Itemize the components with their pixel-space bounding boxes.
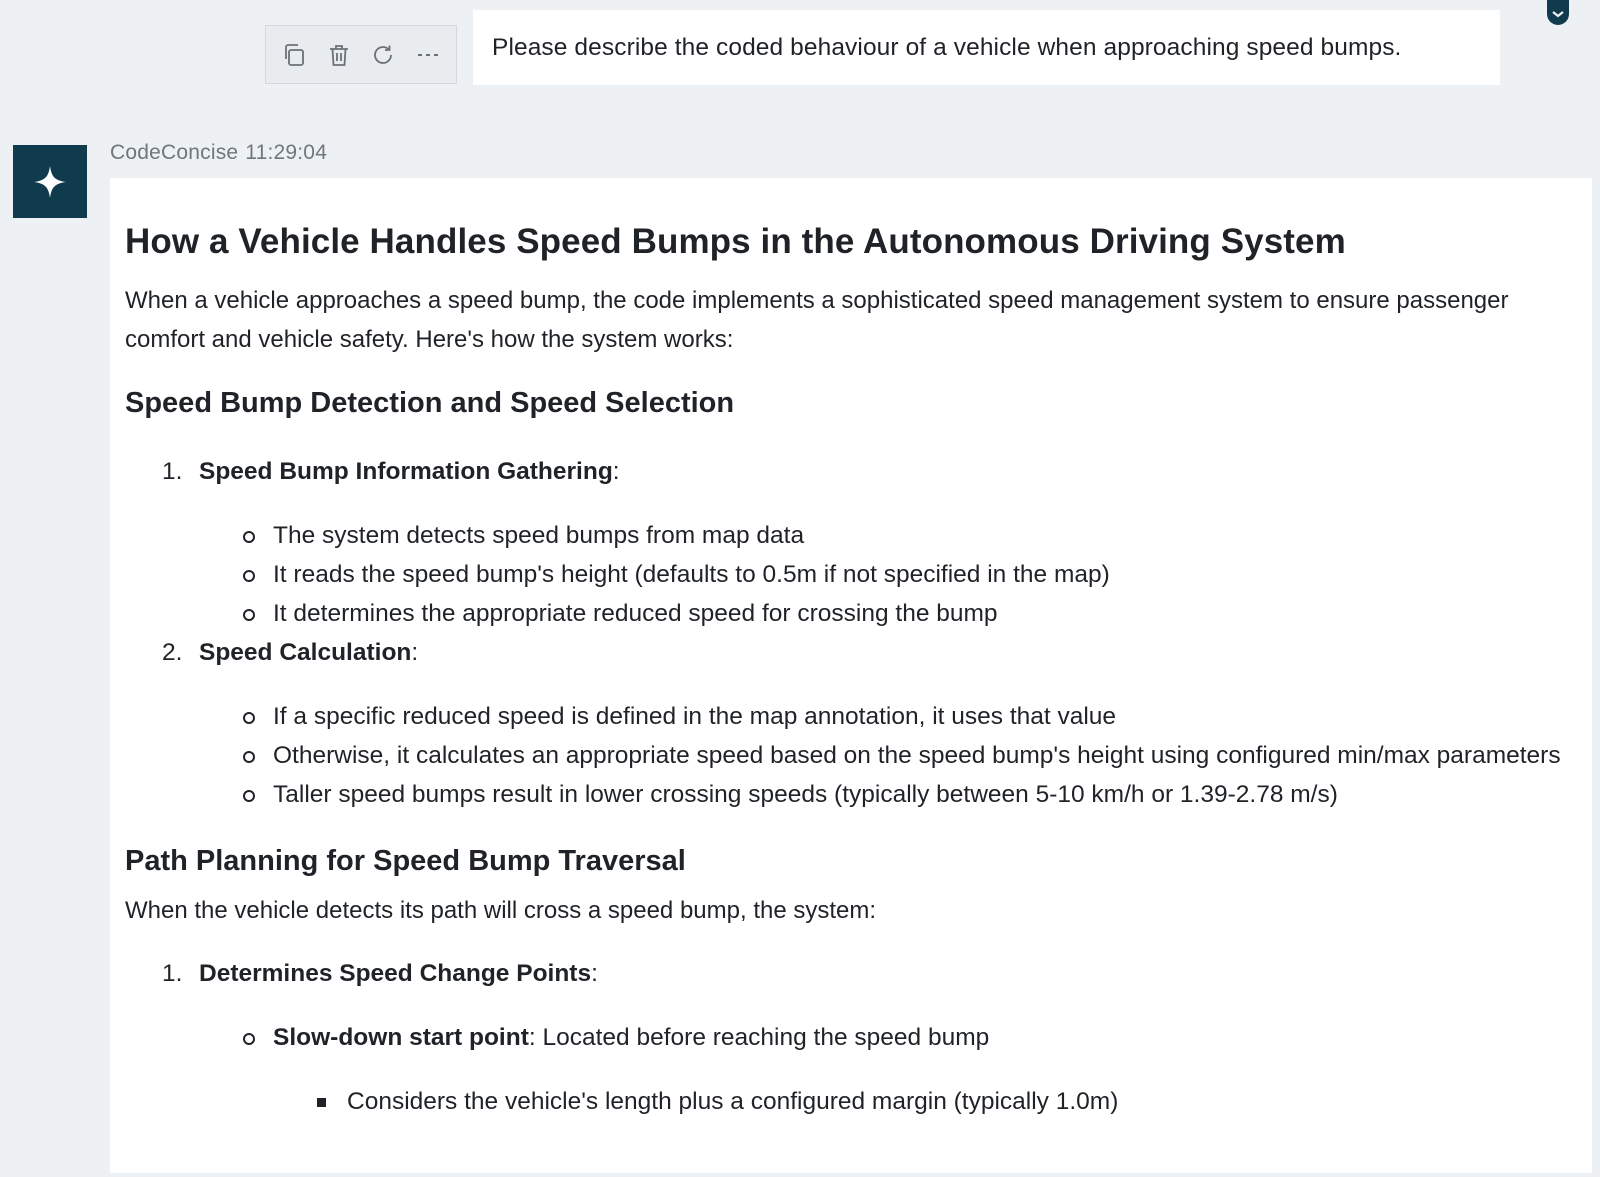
list-item: The system detects speed bumps from map data [125, 516, 1576, 555]
bullet-list [125, 697, 1576, 814]
assistant-name: CodeConcise [110, 141, 239, 164]
list-item: It determines the appropriate reduced speed for crossing the bump [125, 594, 1576, 633]
list-item: If a specific reduced speed is defined in the map annotation, it uses that value [125, 697, 1576, 736]
bullet-list [125, 1018, 1576, 1057]
list-item [125, 1018, 1576, 1057]
list-item: Otherwise, it calculates an appropriate speed based on the speed bump's height using configured min/max parameters [125, 736, 1576, 775]
trash-icon [326, 42, 352, 68]
bullet-list [125, 516, 1576, 633]
copy-icon [281, 42, 307, 68]
list-item [125, 954, 1576, 1121]
sub-bullet-list [125, 1082, 1576, 1121]
step-title: Determines Speed Change Points [199, 960, 592, 987]
step-heading [125, 452, 1576, 491]
list-item: Taller speed bumps result in lower crossing speeds (typically between 5-10 km/h or 1.39-2.78 m/s) [125, 775, 1576, 814]
assistant-answer-card [110, 178, 1592, 1173]
step-suffix: : [612, 458, 620, 485]
delete-button[interactable] [322, 38, 356, 72]
user-message-text: Please describe the coded behaviour of a vehicle when approaching speed bumps. [492, 33, 1402, 61]
regenerate-button[interactable] [366, 38, 400, 72]
user-message-bubble [473, 10, 1500, 85]
copy-button[interactable] [277, 38, 311, 72]
step-heading [125, 633, 1576, 672]
assistant-meta [110, 141, 327, 165]
list-item: Considers the vehicle's length plus a configured margin (typically 1.0m) [125, 1082, 1576, 1121]
step-number: 2. [162, 639, 183, 666]
user-avatar-icon [1545, 0, 1571, 28]
message-toolbar [265, 25, 457, 84]
step-title: Speed Bump Information Gathering [199, 458, 613, 485]
path-planning-intro: When the vehicle detects its path will cross a speed bump, the system: [125, 897, 877, 924]
refresh-icon [370, 42, 396, 68]
assistant-avatar [13, 145, 87, 218]
answer-title: How a Vehicle Handles Speed Bumps in the Autonomous Driving System [125, 222, 1346, 261]
step-number: 1. [162, 458, 183, 485]
list-item: It reads the speed bump's height (defaults to 0.5m if not specified in the map) [125, 555, 1576, 594]
list-item [125, 633, 1576, 814]
message-timestamp: 11:29:04 [245, 141, 328, 164]
sparkle-icon [32, 164, 68, 200]
section-heading-detection: Speed Bump Detection and Speed Selection [125, 387, 735, 419]
step-title: Speed Calculation [199, 639, 412, 666]
detection-steps-list [125, 452, 1576, 814]
step-suffix: : [591, 960, 598, 987]
bullet-bold-label: Slow-down start point [273, 1024, 529, 1051]
more-button[interactable] [411, 38, 445, 72]
answer-intro: When a vehicle approaches a speed bump, the code implements a sophisticated speed management system to ensure passenger comfort and vehicle safety. Here's how the system works: [125, 287, 1509, 353]
bullet-text: : Located before reaching the speed bump [528, 1024, 990, 1051]
more-icon [415, 42, 441, 68]
list-item [125, 452, 1576, 633]
step-number: 1. [162, 960, 183, 987]
user-avatar[interactable] [1545, 0, 1571, 28]
step-heading [125, 954, 1576, 993]
section-heading-path-planning: Path Planning for Speed Bump Traversal [125, 845, 686, 877]
path-steps-list [125, 954, 1576, 1121]
step-suffix: : [411, 639, 419, 666]
